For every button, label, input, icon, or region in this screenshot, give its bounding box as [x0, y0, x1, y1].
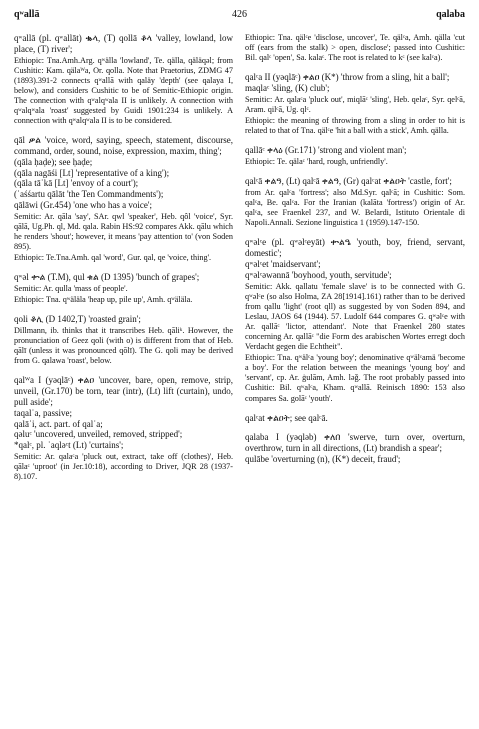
left-column-sub-entry: qālāwi (Gr.454) 'one who has a voice';	[14, 200, 152, 211]
running-header	[14, 9, 465, 23]
page-number: 426	[232, 9, 247, 20]
right-column-etymology-paragraph: Ethiopic: the meaning of throwing from a sling in order to hit is related to that of Tna. qälᶜe 'hit a ball with a stick', Amh. qälla.	[245, 116, 465, 136]
left-column-headword-entry: qalᵂa I (yəqlāᶜ) ቀልዐ 'uncover, bare, open, remove, strip, unveil, (Gr.170) be torn, tear (intr), (Lt) lift (curtain), undo, pull aside';	[14, 375, 233, 408]
left-column-sub-entry: (ʿaśśartu qālāt 'the Ten Commandments');	[14, 189, 164, 200]
right-column-etymology-paragraph: Ethiopic: Te. qälaᶜ 'hard, rough, unfriendly'.	[245, 157, 388, 167]
left-column-etymology-paragraph: Semitic: Ar. qulla 'mass of people'.	[14, 284, 128, 294]
header-last-entry: qalaba	[436, 9, 465, 20]
left-column-headword-entry: qāl ቃል 'voice, word, saying, speech, statement, discourse, command, order, sound, noise, expression, maxim, thing';	[14, 135, 233, 157]
header-first-entry: qʷallā	[14, 9, 40, 20]
right-column-sub-entry: maqlaᶜ 'sling, (K) club';	[245, 83, 330, 94]
right-column-etymology-paragraph: Semitic: Akk. qallatu 'female slave' is to be connected with G. qʷəlᶜe (so also Holma, ZA 28[1914].161) rather than to be derived from qallu 'light' (root qll) as suggested by von Soden 894, and Leslau, JAOS 64 (1944). 57. Ludolf 644 compares G. qʷəlᶜe with Ar. qallāᶜ 'lictor, attendant'. Note that Fraenkel 280 states concerning Ar. qallāᶜ "die Form des arabischen Wortes erregt doch Verdacht gegen die Echtheit".	[245, 281, 465, 352]
left-column-sub-entry: qəluᶜ 'uncovered, unveiled, removed, stripped';	[14, 429, 183, 440]
left-column-etymology-paragraph: Semitic: Ar. qalaᶜa 'pluck out, extract, take off (clothes)', Heb. qālaᶜ 'uproot' (in Jer.10:18), according to Driver, JQR 28 (1937-8).107.	[14, 452, 233, 482]
right-column-headword-entry: qalaba I (yəqləb) ቀለበ 'swerve, turn over, overturn, overthrow, turn in all directions, (Lt) brandish a spear';	[245, 432, 465, 454]
left-column-sub-entry: (qāla nagāśi [Lt] 'representative of a king');	[14, 167, 170, 178]
right-column-headword-entry: qallāᶜ ቀላዕ (Gr.171) 'strong and violent man';	[245, 145, 407, 156]
right-column-headword-entry: qalᶜā ቀልዓ, (Lt) qalᶜā ቀልዓ, (Gr) qalᶜat ቀልዐት 'castle, fort';	[245, 176, 452, 187]
left-column	[14, 33, 233, 482]
left-column-sub-entry: qalāʿi, act. part. of qalʿa;	[14, 418, 103, 429]
right-column	[245, 33, 465, 465]
right-column-headword-entry: qalᶜat ቀልዐት; see qalᶜā.	[245, 412, 328, 423]
left-column-etymology-paragraph: Semitic: Ar. qāla 'say', SAr. qwl 'speaker', Heb. qôl 'voice', Syr. qālā, Ug.Ph. ql, Md. qala. Rabin HS:92 compares Akk. qālu which he renders 'shout'; however, it means 'pay attention to' (von Soden 895).	[14, 211, 233, 252]
right-column-etymology-paragraph: from Ar. qalᶜa 'fortress'; also Md.Syr. qalᶜā; in Cushitic: Som. qalᶜa, Be. qalᶜa. For the Iranian (kalāta 'fortress') origin of Ar. qalᶜa, see Fraenkel 237, and W. Belardi, Istituto Orientale di Napoli.Annali. Sezione linguistica 1 (1959).147-150.	[245, 187, 465, 228]
left-column-etymology-paragraph: Ethiopic: Tna.Amh.Arg. qʷälla 'lowland', Te. qälla, qäläqəl; from Cushitic: Kam. qälaᵂa, Or. qolla. Note that Praetorius, ZDMG 47 (1893).391-2 connects qʷallā with qaläy 'depth' (see qalaya I, below), and considers Cushitic to be of Semitic-Ethiopic origin. The connection with qʷalqʷala II is unlikely. A connection with qʷalqʷala 'roast' suggested by Guidi 1901:234 is unlikely. A connection with qʷalqʷala II is to be considered.	[14, 55, 233, 126]
left-column-sub-entry: taqalʿa, passive;	[14, 407, 72, 418]
right-column-sub-entry: qʷəlᶜəwənnā 'boyhood, youth, servitude';	[245, 269, 392, 280]
right-column-etymology-paragraph: Ethiopic: Tna. qʷälᶜa 'young boy'; denominative qʷälᶜamä 'become a boy'. For the relation between the meanings 'young boy' and 'servant', cp. Ar. ġulām, Amh. lǝǧ. The root probably passed into Cushitic: Bil. qʷalᶜa, Kham. qʷallā. Reinisch 1890: 153 also compares Sa. golāᶜ 'youth'.	[245, 353, 465, 403]
left-column-sub-entry: (qāla tāʿkā [Lt] 'envoy of a court');	[14, 178, 139, 189]
left-column-etymology-paragraph: Ethiopic: Tna. qʷäläla 'heap up, pile up', Amh. qʷäläla.	[14, 295, 193, 305]
left-column-etymology-paragraph: Dillmann, ib. thinks that it transcribes Heb. qāliᵏ. However, the pronunciation of Geez qoli (with o) is different from that of Heb. qālī (unless it was pronounced qōlī). The G. qoli may be derived from G. qalawa 'roast', below.	[14, 326, 233, 366]
right-column-etymology-paragraph: Ethiopic: Tna. qälᶜe 'disclose, uncover', Te. qälᶜa, Amh. qälla 'cut off (ears from the stalk) > open, disclose'; passed into Cushitic: Bil. qalᶜ 'open', Sa. kalaᶜ. The root is related to kᶜ (see kalᶜa).	[245, 33, 465, 63]
right-column-sub-entry: qulābe 'overturning (n), (K*) deceit, fraud';	[245, 454, 401, 465]
left-column-headword-entry: qʷallā (pl. qʷallāt) ቈላ, (T) qollā ቆላ 'valley, lowland, low place, (T) river';	[14, 33, 233, 54]
left-column-sub-entry: (qāla ḥaḍe); see ḥaḍe;	[14, 156, 93, 167]
left-column-etymology-paragraph: Ethiopic: Te.Tna.Amh. qal 'word', Gur. qal, qe 'voice, thing'.	[14, 253, 212, 263]
right-column-sub-entry: qʷəlᶜet 'maidservant';	[245, 258, 321, 269]
right-column-headword-entry: qʷəlᶜe (pl. qʷəlᶜeyāt) ቍልዔ 'youth, boy, friend, servant, domestic';	[245, 237, 465, 259]
right-column-headword-entry: qalᶜa II (yəqlāᶜ) ቀልዐ (K*) 'throw from a sling, hit a ball';	[245, 72, 450, 83]
left-column-headword-entry: qoli ቆሊ (D 1402,T) 'roasted grain';	[14, 314, 141, 325]
left-column-sub-entry: *qalᶜ, pl. ʾaqləᶜt (Lt) 'curtains';	[14, 440, 124, 451]
right-column-etymology-paragraph: Semitic: Ar. qalaᶜa 'pluck out', miqlāᶜ 'sling', Heb. qelaᶜ, Syr. qelᶜā, Aram. qilᶜā, Ug. qlᶜ.	[245, 94, 465, 114]
left-column-headword-entry: qʷəl ቍል (T.M), qul ቁል (D 1395) 'bunch of grapes';	[14, 272, 200, 283]
